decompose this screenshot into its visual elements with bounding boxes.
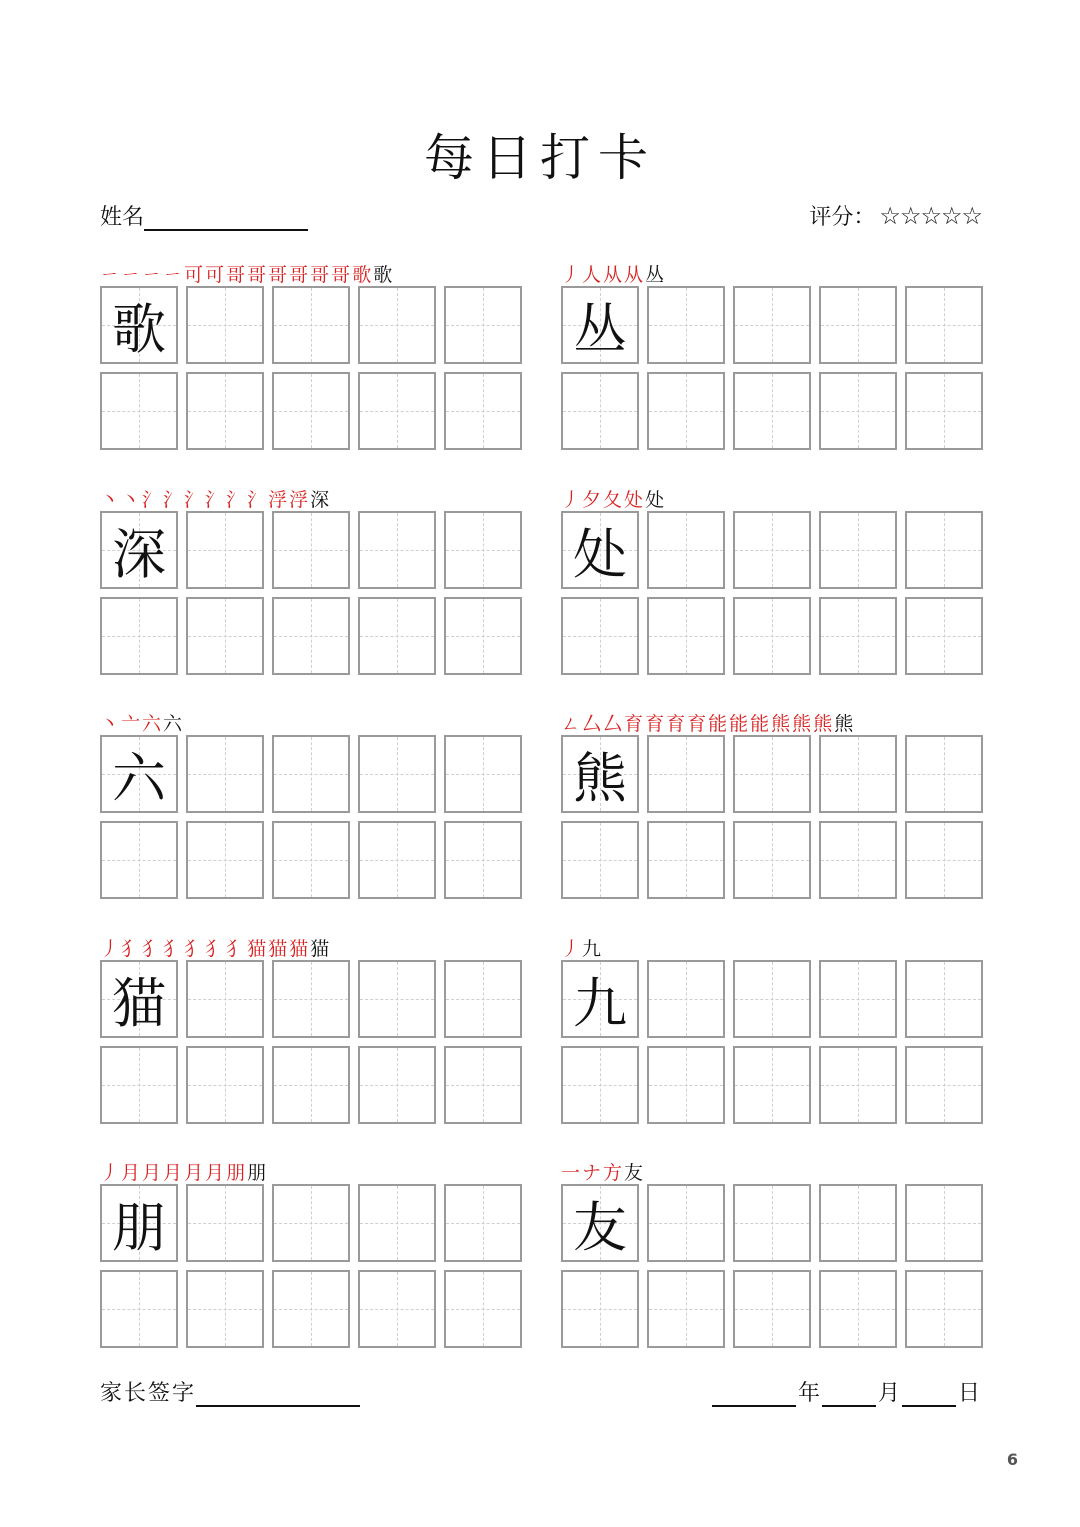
grid-row — [561, 735, 985, 813]
stroke-step: ㄧ — [142, 264, 163, 286]
stroke-step: 可 — [205, 264, 226, 286]
year-label: 年 — [797, 1381, 820, 1406]
stroke-order — [100, 485, 524, 511]
tian-grid-cell[interactable] — [819, 597, 897, 675]
stroke-step: 丿 — [561, 489, 582, 511]
stroke-step: 从 — [603, 264, 624, 286]
tian-grid-cell[interactable] — [444, 1046, 522, 1124]
tian-grid-cell[interactable] — [647, 735, 725, 813]
tian-grid-cell[interactable] — [100, 735, 178, 813]
tian-grid-cell[interactable] — [819, 511, 897, 589]
stroke-step: 夂 — [603, 489, 624, 511]
stroke-step: 哥 — [310, 264, 331, 286]
tian-grid-cell[interactable] — [100, 1270, 178, 1348]
tian-grid-cell[interactable] — [358, 960, 436, 1038]
stroke-step: 丶 — [100, 489, 121, 511]
tian-grid-cell[interactable] — [272, 1270, 350, 1348]
stroke-step: 能 — [729, 713, 750, 735]
stroke-step: 氵 — [205, 489, 226, 511]
name-field — [100, 200, 308, 231]
stroke-step: 九 — [582, 938, 603, 960]
stroke-step: 歌 — [352, 264, 373, 286]
tian-grid-cell[interactable] — [733, 735, 811, 813]
tian-grid-cell[interactable] — [733, 286, 811, 364]
model-character: 熊 — [573, 746, 627, 810]
stroke-step: 方 — [603, 1162, 624, 1184]
tian-grid-cell[interactable] — [100, 1046, 178, 1124]
tian-grid-cell[interactable] — [819, 372, 897, 450]
tian-grid-cell[interactable] — [358, 511, 436, 589]
tian-grid-cell[interactable] — [905, 960, 983, 1038]
tian-grid-cell[interactable] — [647, 511, 725, 589]
parent-signature — [100, 1376, 360, 1407]
grid-row — [100, 511, 524, 589]
tian-grid-cell[interactable] — [358, 1184, 436, 1262]
grid-row — [100, 286, 524, 364]
tian-grid-cell[interactable] — [561, 821, 639, 899]
tian-grid-cell[interactable] — [647, 1046, 725, 1124]
tian-grid-cell[interactable] — [733, 372, 811, 450]
tian-grid-cell[interactable] — [272, 960, 350, 1038]
grid-row — [561, 286, 985, 364]
stroke-step: 猫 — [268, 938, 289, 960]
model-character: 深 — [112, 522, 166, 586]
tian-grid-cell[interactable] — [905, 821, 983, 899]
stroke-step: 犭 — [184, 938, 205, 960]
stroke-step: 月 — [184, 1162, 205, 1184]
stroke-step: 氵 — [226, 489, 247, 511]
stroke-order — [561, 1158, 985, 1184]
stroke-step: 从 — [624, 264, 645, 286]
tian-grid-cell[interactable] — [647, 960, 725, 1038]
stroke-step: 月 — [142, 1162, 163, 1184]
stroke-step: 氵 — [184, 489, 205, 511]
stroke-step: 浮 — [289, 489, 310, 511]
parent-sign-label: 家长签字 — [100, 1381, 197, 1406]
stroke-step: 人 — [582, 264, 603, 286]
stroke-step: 浮 — [268, 489, 289, 511]
character-block — [561, 934, 985, 1124]
stroke-step: 厶 — [603, 713, 624, 735]
stroke-step: 猫 — [289, 938, 310, 960]
tian-grid-cell[interactable] — [272, 597, 350, 675]
grid-row — [561, 511, 985, 589]
tian-grid-cell[interactable] — [647, 597, 725, 675]
grid-row — [100, 1184, 524, 1262]
tian-grid-cell[interactable] — [905, 1270, 983, 1348]
stroke-step: 育 — [624, 713, 645, 735]
grid-row — [561, 372, 985, 450]
stroke-step: 丶 — [100, 713, 121, 735]
stroke-step: 能 — [708, 713, 729, 735]
model-character: 九 — [573, 971, 627, 1035]
tian-grid-cell[interactable] — [647, 372, 725, 450]
grid-row — [100, 372, 524, 450]
character-block — [561, 260, 985, 450]
tian-grid-cell[interactable] — [733, 1046, 811, 1124]
stroke-step: ㄧ — [100, 264, 121, 286]
stroke-step: 猫 — [310, 938, 331, 960]
star-rating[interactable]: ☆☆☆☆☆ — [879, 201, 982, 230]
model-character: 朋 — [112, 1195, 166, 1259]
tian-grid-cell[interactable] — [905, 372, 983, 450]
tian-grid-cell[interactable] — [444, 821, 522, 899]
tian-grid-cell[interactable] — [561, 1184, 639, 1262]
stroke-step: 哥 — [331, 264, 352, 286]
tian-grid-cell[interactable] — [733, 597, 811, 675]
model-character: 猫 — [112, 971, 166, 1035]
tian-grid-cell[interactable] — [905, 1046, 983, 1124]
stroke-step: 处 — [645, 489, 666, 511]
stroke-step: 丿 — [561, 938, 582, 960]
stroke-step: 处 — [624, 489, 645, 511]
stroke-step: 月 — [205, 1162, 226, 1184]
tian-grid-cell[interactable] — [905, 511, 983, 589]
tian-grid-cell[interactable] — [100, 1184, 178, 1262]
tian-grid-cell[interactable] — [272, 1046, 350, 1124]
page-title: 每日打卡 — [424, 129, 656, 187]
tian-grid-cell[interactable] — [186, 1184, 264, 1262]
tian-grid-cell[interactable] — [819, 821, 897, 899]
tian-grid-cell[interactable] — [733, 821, 811, 899]
stroke-order — [100, 709, 524, 735]
grid-row — [100, 735, 524, 813]
stroke-step: 亠 — [121, 713, 142, 735]
stroke-step: 育 — [687, 713, 708, 735]
tian-grid-cell[interactable] — [561, 286, 639, 364]
stroke-step: 丛 — [645, 264, 666, 286]
tian-grid-cell[interactable] — [100, 597, 178, 675]
tian-grid-cell[interactable] — [358, 597, 436, 675]
tian-grid-cell[interactable] — [444, 511, 522, 589]
tian-grid-cell[interactable] — [733, 511, 811, 589]
month-label: 月 — [877, 1381, 900, 1406]
stroke-step: 育 — [645, 713, 666, 735]
signature-line[interactable] — [196, 1379, 360, 1407]
tian-grid-cell[interactable] — [186, 735, 264, 813]
stroke-step: 夕 — [582, 489, 603, 511]
tian-grid-cell[interactable] — [358, 1046, 436, 1124]
tian-grid-cell[interactable] — [561, 511, 639, 589]
character-block — [100, 934, 524, 1124]
stroke-step: 氵 — [163, 489, 184, 511]
stroke-step: 能 — [750, 713, 771, 735]
tian-grid-cell[interactable] — [358, 821, 436, 899]
stroke-step: 六 — [163, 713, 184, 735]
stroke-step: 朋 — [226, 1162, 247, 1184]
year-line[interactable] — [712, 1379, 796, 1407]
tian-grid-cell[interactable] — [561, 960, 639, 1038]
stroke-order — [100, 934, 524, 960]
grid-row — [561, 821, 985, 899]
stroke-step: 哥 — [247, 264, 268, 286]
stroke-step: ㄥ — [561, 713, 582, 735]
stroke-step: 朋 — [247, 1162, 268, 1184]
tian-grid-cell[interactable] — [819, 1184, 897, 1262]
stroke-order — [100, 260, 524, 286]
stroke-order — [561, 934, 985, 960]
tian-grid-cell[interactable] — [272, 821, 350, 899]
character-block — [100, 1158, 524, 1348]
grid-row — [100, 821, 524, 899]
stroke-step: 深 — [310, 489, 331, 511]
stroke-step: 犭 — [121, 938, 142, 960]
stroke-step: 熊 — [813, 713, 834, 735]
tian-grid-cell[interactable] — [905, 1184, 983, 1262]
tian-grid-cell[interactable] — [561, 372, 639, 450]
tian-grid-cell[interactable] — [819, 286, 897, 364]
tian-grid-cell[interactable] — [272, 735, 350, 813]
page-number: 6 — [1006, 1450, 1018, 1469]
stroke-step: 六 — [142, 713, 163, 735]
tian-grid-cell[interactable] — [561, 735, 639, 813]
stroke-step: 友 — [624, 1162, 645, 1184]
stroke-step: 熊 — [771, 713, 792, 735]
model-character: 六 — [112, 746, 166, 810]
stroke-step: 丿 — [561, 264, 582, 286]
tian-grid-cell[interactable] — [186, 1046, 264, 1124]
tian-grid-cell[interactable] — [100, 821, 178, 899]
model-character: 友 — [573, 1195, 627, 1259]
stroke-order — [561, 485, 985, 511]
grid-row — [561, 1184, 985, 1262]
grid-row — [561, 1270, 985, 1348]
day-line[interactable] — [902, 1379, 956, 1407]
tian-grid-cell[interactable] — [186, 1270, 264, 1348]
stroke-step: 氵 — [142, 489, 163, 511]
grid-row — [100, 1046, 524, 1124]
grid-row — [100, 1270, 524, 1348]
tian-grid-cell[interactable] — [186, 372, 264, 450]
tian-grid-cell[interactable] — [100, 511, 178, 589]
tian-grid-cell[interactable] — [100, 960, 178, 1038]
tian-grid-cell[interactable] — [358, 286, 436, 364]
name-label: 姓名 — [100, 205, 145, 230]
tian-grid-cell[interactable] — [444, 960, 522, 1038]
tian-grid-cell[interactable] — [272, 511, 350, 589]
tian-grid-cell[interactable] — [186, 286, 264, 364]
grid-row — [100, 960, 524, 1038]
stroke-step: 丿 — [100, 938, 121, 960]
stroke-step: 哥 — [268, 264, 289, 286]
tian-grid-cell[interactable] — [905, 597, 983, 675]
character-block — [100, 709, 524, 899]
tian-grid-cell[interactable] — [272, 372, 350, 450]
score-label: 评分： — [809, 205, 876, 230]
tian-grid-cell[interactable] — [186, 597, 264, 675]
tian-grid-cell[interactable] — [905, 735, 983, 813]
character-block — [561, 709, 985, 899]
stroke-step: ㄧ — [163, 264, 184, 286]
stroke-step: 丶 — [121, 489, 142, 511]
tian-grid-cell[interactable] — [272, 1184, 350, 1262]
stroke-step: 犭 — [226, 938, 247, 960]
stroke-step: 犭 — [163, 938, 184, 960]
tian-grid-cell[interactable] — [100, 286, 178, 364]
tian-grid-cell[interactable] — [647, 821, 725, 899]
month-line[interactable] — [822, 1379, 876, 1407]
stroke-step: 犭 — [205, 938, 226, 960]
tian-grid-cell[interactable] — [100, 372, 178, 450]
grid-row — [561, 1046, 985, 1124]
grid-row — [561, 597, 985, 675]
tian-grid-cell[interactable] — [561, 597, 639, 675]
tian-grid-cell[interactable] — [444, 597, 522, 675]
stroke-step: 犭 — [142, 938, 163, 960]
tian-grid-cell[interactable] — [358, 372, 436, 450]
tian-grid-cell[interactable] — [186, 511, 264, 589]
name-input-line[interactable] — [144, 203, 308, 231]
tian-grid-cell[interactable] — [358, 1270, 436, 1348]
stroke-step: 一 — [561, 1162, 582, 1184]
tian-grid-cell[interactable] — [819, 735, 897, 813]
grid-row — [561, 960, 985, 1038]
character-block — [561, 485, 985, 675]
score-field — [809, 200, 982, 231]
tian-grid-cell[interactable] — [444, 286, 522, 364]
tian-grid-cell[interactable] — [733, 960, 811, 1038]
model-character: 处 — [573, 522, 627, 586]
stroke-step: 歌 — [373, 264, 394, 286]
tian-grid-cell[interactable] — [444, 1270, 522, 1348]
tian-grid-cell[interactable] — [819, 1046, 897, 1124]
stroke-step: ㄧ — [121, 264, 142, 286]
character-block — [561, 1158, 985, 1348]
tian-grid-cell[interactable] — [444, 735, 522, 813]
tian-grid-cell[interactable] — [272, 286, 350, 364]
date-field — [710, 1376, 980, 1407]
stroke-step: 月 — [121, 1162, 142, 1184]
model-character: 歌 — [112, 297, 166, 361]
character-block — [100, 260, 524, 450]
tian-grid-cell[interactable] — [819, 960, 897, 1038]
grid-row — [100, 597, 524, 675]
stroke-step: 猫 — [247, 938, 268, 960]
tian-grid-cell[interactable] — [647, 1270, 725, 1348]
tian-grid-cell[interactable] — [733, 1184, 811, 1262]
stroke-order — [100, 1158, 524, 1184]
tian-grid-cell[interactable] — [358, 735, 436, 813]
stroke-step: 可 — [184, 264, 205, 286]
stroke-step: ナ — [582, 1162, 603, 1184]
tian-grid-cell[interactable] — [905, 286, 983, 364]
stroke-step: 厶 — [582, 713, 603, 735]
stroke-step: 熊 — [834, 713, 855, 735]
stroke-step: 哥 — [289, 264, 310, 286]
stroke-step: 丿 — [100, 1162, 121, 1184]
character-block — [100, 485, 524, 675]
model-character: 丛 — [573, 297, 627, 361]
stroke-step: 月 — [163, 1162, 184, 1184]
day-label: 日 — [957, 1381, 980, 1406]
stroke-step: 熊 — [792, 713, 813, 735]
stroke-step: 哥 — [226, 264, 247, 286]
tian-grid-cell[interactable] — [647, 286, 725, 364]
stroke-step: 氵 — [247, 489, 268, 511]
tian-grid-cell[interactable] — [647, 1184, 725, 1262]
stroke-order — [561, 709, 985, 735]
tian-grid-cell[interactable] — [444, 1184, 522, 1262]
tian-grid-cell[interactable] — [561, 1046, 639, 1124]
tian-grid-cell[interactable] — [819, 1270, 897, 1348]
tian-grid-cell[interactable] — [186, 821, 264, 899]
tian-grid-cell[interactable] — [444, 372, 522, 450]
tian-grid-cell[interactable] — [561, 1270, 639, 1348]
stroke-step: 育 — [666, 713, 687, 735]
stroke-order — [561, 260, 985, 286]
tian-grid-cell[interactable] — [186, 960, 264, 1038]
tian-grid-cell[interactable] — [733, 1270, 811, 1348]
